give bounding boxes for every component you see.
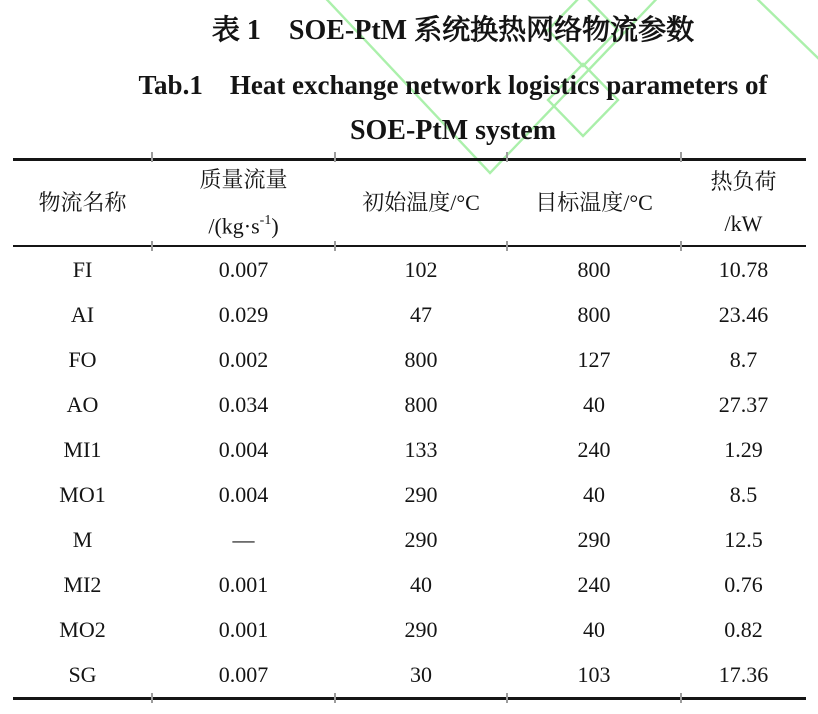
initial-temp-cell: 47	[410, 301, 432, 327]
heat-load-cell: 23.46	[718, 301, 769, 327]
column-divider-tick	[680, 693, 682, 703]
header-target-temp: 目标温度/°C	[535, 190, 653, 215]
column-divider-tick	[680, 152, 682, 162]
target-temp-cell: 800	[577, 301, 611, 327]
mass-flow-cell: 0.007	[218, 256, 269, 282]
column-divider-tick	[151, 241, 153, 251]
heat-load-cell: 0.76	[724, 571, 763, 597]
header-heat-load-label: 热负荷	[710, 169, 777, 194]
mass-flow-cell: 0.001	[218, 616, 269, 642]
target-temp-cell: 240	[577, 571, 611, 597]
table-header-row	[13, 161, 806, 247]
target-temp-cell: 127	[577, 346, 611, 372]
column-divider-tick	[506, 693, 508, 703]
table-row	[13, 427, 806, 472]
target-temp-cell: 40	[583, 616, 605, 642]
table-title-en-line1: Tab.1 Heat exchange network logistics parameters of	[138, 70, 768, 100]
table-row	[13, 562, 806, 607]
mass-flow-cell: 0.001	[218, 571, 269, 597]
stream-name-cell: M	[72, 526, 93, 552]
unit-suffix: )	[271, 213, 279, 239]
initial-temp-cell: 40	[410, 571, 432, 597]
initial-temp-cell: 290	[404, 616, 438, 642]
heat-load-cell: 27.37	[718, 391, 769, 417]
unit-prefix: /(kg·s	[208, 213, 260, 239]
table-title-en-line2: SOE-PtM system	[349, 115, 557, 146]
table-row	[13, 247, 806, 292]
mass-flow-cell: 0.029	[218, 301, 269, 327]
initial-temp-cell: 800	[404, 391, 438, 417]
stream-name-cell: FI	[72, 256, 93, 282]
heat-load-cell: 0.82	[724, 616, 763, 642]
header-stream-name: 物流名称	[38, 190, 127, 215]
mass-flow-cell: 0.004	[218, 436, 269, 462]
heat-load-cell: 17.36	[718, 661, 769, 687]
initial-temp-cell: 30	[410, 661, 432, 687]
heat-load-cell: 12.5	[724, 526, 763, 552]
target-temp-cell: 290	[577, 526, 611, 552]
stream-name-cell: SG	[68, 661, 97, 687]
table-title-zh: 表 1 SOE-PtM 系统换热网络物流参数	[211, 15, 695, 46]
initial-temp-cell: 133	[404, 436, 438, 462]
table-row	[13, 337, 806, 382]
heat-load-cell: 8.5	[729, 481, 758, 507]
initial-temp-cell: 290	[404, 526, 438, 552]
table-row	[13, 517, 806, 562]
column-divider-tick	[334, 693, 336, 703]
table-body	[13, 247, 806, 697]
column-divider-tick	[506, 152, 508, 162]
target-temp-cell: 40	[583, 481, 605, 507]
heat-load-cell: 1.29	[724, 436, 763, 462]
mass-flow-cell: 0.002	[218, 346, 269, 372]
header-mass-flow-unit	[152, 209, 335, 239]
initial-temp-cell: 290	[404, 481, 438, 507]
target-temp-cell: 240	[577, 436, 611, 462]
initial-temp-cell: 102	[404, 256, 438, 282]
stream-name-cell: AI	[70, 301, 95, 327]
column-divider-tick	[151, 152, 153, 162]
target-temp-cell: 40	[583, 391, 605, 417]
stream-name-cell: MI2	[63, 571, 102, 597]
column-divider-tick	[506, 241, 508, 251]
column-divider-tick	[334, 152, 336, 162]
mass-flow-cell: 0.004	[218, 481, 269, 507]
stream-name-cell: AO	[66, 391, 99, 417]
column-divider-tick	[151, 693, 153, 703]
header-mass-flow	[152, 167, 335, 239]
mass-flow-cell: —	[232, 526, 255, 552]
header-heat-load	[681, 169, 806, 237]
parameters-table	[13, 158, 806, 700]
table-row	[13, 607, 806, 652]
stream-name-cell: FO	[68, 346, 97, 372]
mass-flow-cell: 0.007	[218, 661, 269, 687]
header-mass-flow-label: 质量流量	[199, 166, 288, 192]
column-divider-tick	[680, 241, 682, 251]
table-row	[13, 652, 806, 697]
column-divider-tick	[334, 241, 336, 251]
stream-name-cell: MO1	[59, 481, 106, 507]
header-heat-load-unit: /kW	[724, 211, 763, 236]
stream-name-cell: MO2	[59, 616, 106, 642]
mass-flow-cell: 0.034	[218, 391, 269, 417]
unit-superscript: -1	[259, 212, 272, 228]
target-temp-cell: 103	[577, 661, 611, 687]
initial-temp-cell: 800	[404, 346, 438, 372]
table-row	[13, 382, 806, 427]
heat-load-cell: 10.78	[718, 256, 769, 282]
heat-load-cell: 8.7	[729, 346, 758, 372]
table-row	[13, 292, 806, 337]
table-row	[13, 472, 806, 517]
stream-name-cell: MI1	[63, 436, 102, 462]
header-initial-temp: 初始温度/°C	[362, 190, 480, 215]
target-temp-cell: 800	[577, 256, 611, 282]
